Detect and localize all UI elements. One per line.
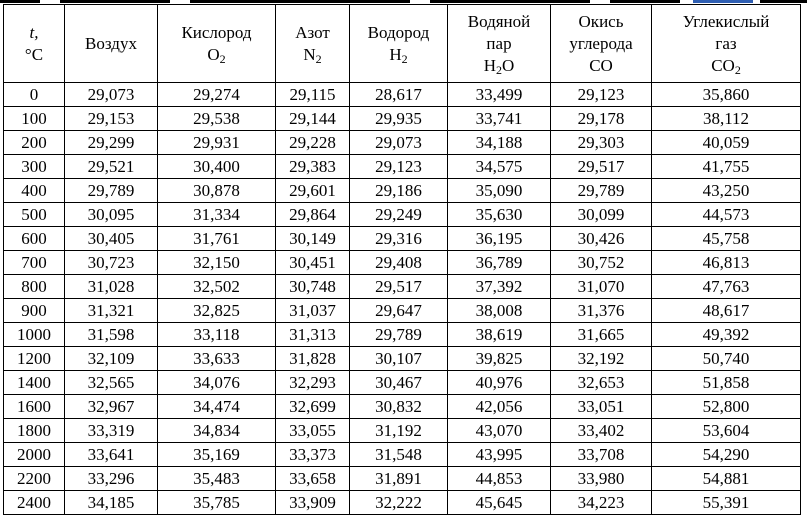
table-cell-oxygen: 32,825 — [158, 299, 276, 323]
table-cell-nitrogen: 32,293 — [276, 371, 350, 395]
table-cell-carbon-dioxide: 51,858 — [652, 371, 801, 395]
table-cell-air: 30,405 — [65, 227, 158, 251]
column-header-temperature — [4, 5, 65, 83]
table-cell-temperature: 900 — [4, 299, 65, 323]
table-cell-carbon-dioxide: 52,800 — [652, 395, 801, 419]
table-cell-carbon-dioxide: 44,573 — [652, 203, 801, 227]
table-header-row — [4, 5, 801, 83]
header-line: Окись — [578, 11, 624, 31]
table-cell-air: 32,109 — [65, 347, 158, 371]
table-cell-temperature: 0 — [4, 83, 65, 107]
column-header-carbon-monoxide — [551, 5, 652, 83]
header-line: Кислород — [181, 22, 252, 42]
table-cell-hydrogen: 28,617 — [350, 83, 448, 107]
table-cell-temperature: 2400 — [4, 491, 65, 515]
header-line: Водород — [367, 22, 430, 42]
table-cell-hydrogen: 29,408 — [350, 251, 448, 275]
table-cell-oxygen: 29,931 — [158, 131, 276, 155]
table-row — [4, 251, 801, 275]
header-line: Водяной — [467, 11, 531, 31]
table-row — [4, 227, 801, 251]
table-cell-air: 29,521 — [65, 155, 158, 179]
table-cell-carbon-dioxide: 47,763 — [652, 275, 801, 299]
table-cell-nitrogen: 33,373 — [276, 443, 350, 467]
header-line: H — [389, 44, 402, 64]
table-cell-nitrogen: 29,228 — [276, 131, 350, 155]
table-cell-oxygen: 32,502 — [158, 275, 276, 299]
table-cell-oxygen: 34,076 — [158, 371, 276, 395]
table-cell-nitrogen: 30,451 — [276, 251, 350, 275]
header-subscript: 2 — [219, 51, 226, 66]
column-header-carbon-dioxide — [652, 5, 801, 83]
table-cell-nitrogen: 29,864 — [276, 203, 350, 227]
table-cell-hydrogen: 31,891 — [350, 467, 448, 491]
table-cell-water-vapor: 37,392 — [448, 275, 551, 299]
table-cell-temperature: 400 — [4, 179, 65, 203]
table-cell-carbon-dioxide: 49,392 — [652, 323, 801, 347]
table-cell-oxygen: 30,400 — [158, 155, 276, 179]
table-cell-hydrogen: 30,467 — [350, 371, 448, 395]
table-cell-carbon-monoxide: 30,099 — [551, 203, 652, 227]
table-cell-nitrogen: 33,909 — [276, 491, 350, 515]
table-cell-carbon-dioxide: 35,860 — [652, 83, 801, 107]
table-cell-air: 31,321 — [65, 299, 158, 323]
table-cell-air: 32,967 — [65, 395, 158, 419]
table-row — [4, 155, 801, 179]
table-cell-temperature: 500 — [4, 203, 65, 227]
table-cell-hydrogen: 29,316 — [350, 227, 448, 251]
table-cell-nitrogen: 31,828 — [276, 347, 350, 371]
table-cell-carbon-monoxide: 33,051 — [551, 395, 652, 419]
table-cell-hydrogen: 29,073 — [350, 131, 448, 155]
table-cell-air: 33,319 — [65, 419, 158, 443]
table-cell-oxygen: 31,761 — [158, 227, 276, 251]
table-cell-carbon-monoxide: 34,223 — [551, 491, 652, 515]
column-header-water-vapor — [448, 5, 551, 83]
table-cell-temperature: 800 — [4, 275, 65, 299]
header-line: O — [207, 44, 220, 64]
table-cell-carbon-dioxide: 50,740 — [652, 347, 801, 371]
table-cell-carbon-monoxide: 31,070 — [551, 275, 652, 299]
table-cell-temperature: 200 — [4, 131, 65, 155]
table-cell-nitrogen: 29,144 — [276, 107, 350, 131]
table-cell-carbon-monoxide: 30,426 — [551, 227, 652, 251]
table-cell-temperature: 300 — [4, 155, 65, 179]
header-line: Воздух — [85, 33, 137, 53]
table-cell-carbon-monoxide: 29,123 — [551, 83, 652, 107]
table-cell-carbon-monoxide: 32,653 — [551, 371, 652, 395]
table-cell-air: 33,641 — [65, 443, 158, 467]
header-subscript: 2 — [496, 62, 502, 77]
table-cell-nitrogen: 30,748 — [276, 275, 350, 299]
table-cell-temperature: 1400 — [4, 371, 65, 395]
table-cell-carbon-dioxide: 45,758 — [652, 227, 801, 251]
table-cell-water-vapor: 45,645 — [448, 491, 551, 515]
table-cell-carbon-monoxide: 31,665 — [551, 323, 652, 347]
table-cell-carbon-dioxide: 54,881 — [652, 467, 801, 491]
header-line: °C — [24, 44, 44, 64]
table-cell-water-vapor: 34,575 — [448, 155, 551, 179]
table-cell-oxygen: 29,538 — [158, 107, 276, 131]
header-line: H — [483, 55, 496, 75]
header-line: CO — [711, 55, 735, 75]
header-line: Азот — [295, 22, 330, 42]
table-cell-carbon-monoxide: 29,178 — [551, 107, 652, 131]
table-row — [4, 467, 801, 491]
table-cell-oxygen: 29,274 — [158, 83, 276, 107]
table-cell-hydrogen: 29,517 — [350, 275, 448, 299]
column-header-oxygen — [158, 5, 276, 83]
table-cell-hydrogen: 29,186 — [350, 179, 448, 203]
table-cell-carbon-monoxide: 29,303 — [551, 131, 652, 155]
table-cell-oxygen: 32,150 — [158, 251, 276, 275]
column-header-hydrogen — [350, 5, 448, 83]
table-cell-oxygen: 35,169 — [158, 443, 276, 467]
table-cell-carbon-dioxide: 38,112 — [652, 107, 801, 131]
table-cell-water-vapor: 43,995 — [448, 443, 551, 467]
table-cell-carbon-monoxide: 32,192 — [551, 347, 652, 371]
header-subscript: 2 — [315, 51, 322, 66]
table-cell-nitrogen: 31,037 — [276, 299, 350, 323]
table-row — [4, 131, 801, 155]
header-line: CO — [589, 55, 613, 75]
table-row — [4, 275, 801, 299]
table-cell-carbon-dioxide: 48,617 — [652, 299, 801, 323]
table-cell-nitrogen: 31,313 — [276, 323, 350, 347]
table-cell-oxygen: 35,785 — [158, 491, 276, 515]
table-cell-temperature: 1800 — [4, 419, 65, 443]
header-subscript: 2 — [734, 62, 741, 77]
table-cell-nitrogen: 33,055 — [276, 419, 350, 443]
table-cell-water-vapor: 38,619 — [448, 323, 551, 347]
table-cell-hydrogen: 31,548 — [350, 443, 448, 467]
table-cell-water-vapor: 35,090 — [448, 179, 551, 203]
table-row — [4, 179, 801, 203]
table-cell-carbon-monoxide: 33,402 — [551, 419, 652, 443]
table-cell-air: 29,153 — [65, 107, 158, 131]
header-line: пар — [486, 33, 512, 53]
table-body — [4, 83, 801, 515]
table-cell-air: 31,598 — [65, 323, 158, 347]
table-row — [4, 107, 801, 131]
table-cell-oxygen: 33,633 — [158, 347, 276, 371]
table-cell-oxygen: 31,334 — [158, 203, 276, 227]
table-cell-temperature: 100 — [4, 107, 65, 131]
table-cell-nitrogen: 29,115 — [276, 83, 350, 107]
table-cell-water-vapor: 38,008 — [448, 299, 551, 323]
heat-capacity-table — [3, 4, 801, 515]
table-cell-temperature: 1200 — [4, 347, 65, 371]
table-cell-water-vapor: 39,825 — [448, 347, 551, 371]
header-line: N — [303, 44, 316, 64]
table-cell-air: 31,028 — [65, 275, 158, 299]
table-cell-nitrogen: 29,601 — [276, 179, 350, 203]
table-cell-hydrogen: 29,647 — [350, 299, 448, 323]
header-line: Углекислый — [682, 11, 770, 31]
table-row — [4, 323, 801, 347]
table-cell-water-vapor: 35,630 — [448, 203, 551, 227]
table-cell-hydrogen: 31,192 — [350, 419, 448, 443]
table-cell-oxygen: 30,878 — [158, 179, 276, 203]
table-row — [4, 395, 801, 419]
table-cell-carbon-monoxide: 33,708 — [551, 443, 652, 467]
table-cell-water-vapor: 42,056 — [448, 395, 551, 419]
table-row — [4, 83, 801, 107]
table-cell-carbon-monoxide: 29,789 — [551, 179, 652, 203]
table-cell-temperature: 2200 — [4, 467, 65, 491]
header-line: углерода — [569, 33, 633, 53]
table-cell-water-vapor: 43,070 — [448, 419, 551, 443]
table-cell-carbon-dioxide: 41,755 — [652, 155, 801, 179]
table-cell-air: 33,296 — [65, 467, 158, 491]
table-cell-temperature: 2000 — [4, 443, 65, 467]
table-cell-water-vapor: 36,789 — [448, 251, 551, 275]
table-cell-nitrogen: 30,149 — [276, 227, 350, 251]
table-row — [4, 443, 801, 467]
table-cell-oxygen: 33,118 — [158, 323, 276, 347]
table-cell-carbon-dioxide: 54,290 — [652, 443, 801, 467]
table-cell-water-vapor: 36,195 — [448, 227, 551, 251]
table-cell-water-vapor: 44,853 — [448, 467, 551, 491]
table-cell-air: 30,095 — [65, 203, 158, 227]
table-cell-water-vapor: 33,499 — [448, 83, 551, 107]
table-cell-temperature: 1000 — [4, 323, 65, 347]
table-cell-nitrogen: 33,658 — [276, 467, 350, 491]
table-cell-hydrogen: 32,222 — [350, 491, 448, 515]
table-cell-carbon-dioxide: 55,391 — [652, 491, 801, 515]
table-cell-hydrogen: 29,123 — [350, 155, 448, 179]
header-subscript: 2 — [401, 51, 408, 66]
header-suffix: O — [502, 55, 515, 75]
table-cell-nitrogen: 32,699 — [276, 395, 350, 419]
table-cell-temperature: 600 — [4, 227, 65, 251]
table-cell-temperature: 1600 — [4, 395, 65, 419]
table-cell-oxygen: 34,834 — [158, 419, 276, 443]
table-cell-hydrogen: 29,789 — [350, 323, 448, 347]
table-row — [4, 491, 801, 515]
table-cell-carbon-monoxide: 29,517 — [551, 155, 652, 179]
table-cell-carbon-monoxide: 30,752 — [551, 251, 652, 275]
table-row — [4, 347, 801, 371]
table-cell-air: 34,185 — [65, 491, 158, 515]
table-cell-temperature: 700 — [4, 251, 65, 275]
table-cell-air: 32,565 — [65, 371, 158, 395]
table-row — [4, 203, 801, 227]
table-cell-hydrogen: 30,832 — [350, 395, 448, 419]
table-cell-carbon-dioxide: 46,813 — [652, 251, 801, 275]
table-cell-water-vapor: 40,976 — [448, 371, 551, 395]
table-row — [4, 419, 801, 443]
table-cell-air: 29,789 — [65, 179, 158, 203]
table-cell-carbon-dioxide: 53,604 — [652, 419, 801, 443]
table-cell-carbon-monoxide: 31,376 — [551, 299, 652, 323]
table-row — [4, 371, 801, 395]
table-cell-nitrogen: 29,383 — [276, 155, 350, 179]
table-cell-oxygen: 34,474 — [158, 395, 276, 419]
header-line: газ — [715, 33, 737, 53]
table-row — [4, 299, 801, 323]
table-cell-hydrogen: 29,935 — [350, 107, 448, 131]
column-header-nitrogen — [276, 5, 350, 83]
table-cell-carbon-dioxide: 40,059 — [652, 131, 801, 155]
table-cell-air: 30,723 — [65, 251, 158, 275]
table-cell-carbon-dioxide: 43,250 — [652, 179, 801, 203]
header-line: t, — [29, 22, 39, 42]
table-cell-hydrogen: 30,107 — [350, 347, 448, 371]
table-cell-air: 29,299 — [65, 131, 158, 155]
column-header-air — [65, 5, 158, 83]
table-cell-oxygen: 35,483 — [158, 467, 276, 491]
table-cell-water-vapor: 34,188 — [448, 131, 551, 155]
table-cell-hydrogen: 29,249 — [350, 203, 448, 227]
table-cell-air: 29,073 — [65, 83, 158, 107]
table-cell-carbon-monoxide: 33,980 — [551, 467, 652, 491]
table-cell-water-vapor: 33,741 — [448, 107, 551, 131]
